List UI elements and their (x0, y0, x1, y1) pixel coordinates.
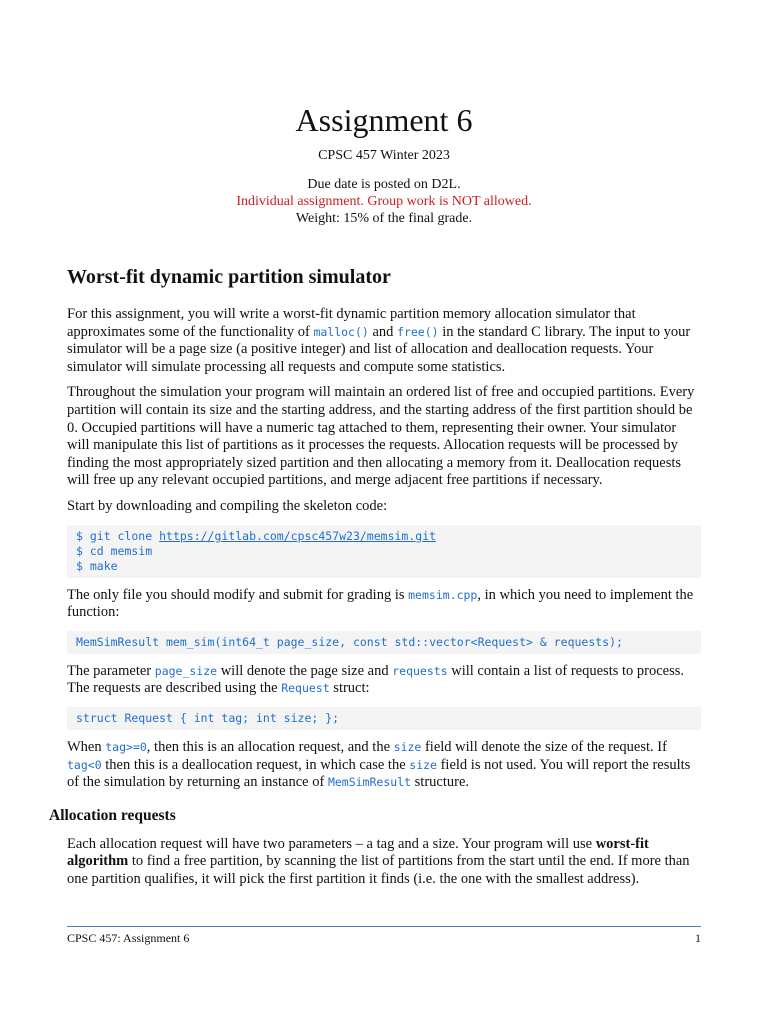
bold-text: worst-fit algorithm (67, 835, 649, 870)
title-block (0, 100, 768, 227)
text-run: field is not used. You will report the results of the simulation by returning an instance of (67, 756, 691, 791)
parameters-paragraph (67, 663, 701, 698)
inline-code-free: free() (397, 324, 439, 339)
text-run: , in which you need to implement the function: (67, 586, 694, 621)
repo-link[interactable]: https://gitlab.com/cpsc457w23/memsim.git (159, 528, 437, 543)
text-run: The parameter (67, 662, 155, 679)
text-run: structure. (411, 774, 470, 791)
text-run: and (368, 323, 398, 340)
page-footer (67, 930, 701, 946)
footer-divider (67, 926, 701, 927)
text-run: The only file you should modify and submit for grading is (67, 586, 409, 603)
inline-code-memsim: memsim.cpp (408, 587, 478, 602)
inline-code-memsimresult: MemSimResult (327, 775, 412, 790)
inline-code-size: size (409, 757, 437, 772)
footer-label: CPSC 457: Assignment 6 (67, 931, 190, 945)
section-heading: Worst-fit dynamic partition simulator (67, 266, 391, 288)
partitions-paragraph: Throughout the simulation your program will maintain an ordered list of free and occupied partitions. Every partition will contain its size and the starting address, and the starting address of the first partition should be 0. Occupied partitions will have a numeric tag attached to them, representing their owner. Your simulator will manipulate this list of partitions as it processes the requests. Allocation requests will be processed by finding the most appropriately sized partition and then allocating a memory from it. Deallocation requests will free up any relevant occupied partitions, and merge adjacent free partitions if necessary. (67, 384, 695, 489)
inline-code-size: size (393, 739, 422, 754)
modify-file-paragraph (67, 587, 701, 622)
text-run: then this is a deallocation request, in which case the (101, 756, 410, 773)
text-run: will denote the page size and (217, 662, 393, 679)
inline-code-tag-neg: tag<0 (67, 757, 102, 772)
main-content (49, 264, 701, 888)
text-run: When (67, 738, 106, 755)
inline-code-page-size: page_size (154, 663, 218, 678)
intro-paragraph (67, 306, 701, 376)
individual-assignment-notice: Individual assignment. Group work is NOT allowed. (236, 194, 532, 209)
subsection-heading: Allocation requests (49, 806, 176, 824)
inline-code-tag-nonneg: tag>=0 (105, 739, 147, 754)
weight-note: Weight: 15% of the final grade. (295, 211, 473, 226)
text-run: in the standard C library. The input to your simulator will be a page size (a positive integer) and list of allocation and deallocation requests. Your simulator will simulate processing all requests and compute some statistics. (67, 323, 691, 375)
due-date-note: Due date is posted on D2L. (307, 177, 461, 192)
download-instructions: Start by downloading and compiling the skeleton code: (67, 497, 388, 514)
inline-code-requests: requests (392, 663, 448, 678)
shell-commands-block (67, 525, 701, 578)
allocation-paragraph (67, 836, 701, 889)
course-name: CPSC 457 Winter 2023 (318, 148, 450, 163)
inline-code-request: Request (281, 681, 330, 696)
code-text: $ git clone (76, 528, 160, 543)
text-run: For this assignment, you will write a worst-fit dynamic partition memory allocation simulator that approximates some of the functionality of (67, 306, 636, 340)
tag-semantics-paragraph (67, 739, 701, 792)
text-run: field will denote the size of the request. If (421, 738, 667, 755)
page-title: Assignment 6 (295, 102, 473, 138)
text-run: , then this is an allocation request, and the (146, 738, 394, 755)
text-run: Each allocation request will have two parameters – a tag and a size. Your program will use (67, 835, 596, 852)
text-run: will contain a list of requests to process. The requests are described using the (67, 662, 685, 697)
function-signature-block: MemSimResult mem_sim(int64_t page_size, const std::vector<Request> & requests); (67, 631, 701, 654)
code-line: $ cd memsim (76, 543, 153, 558)
struct-definition-block: struct Request { int tag; int size; }; (67, 707, 701, 730)
code-line (76, 529, 692, 544)
text-run: struct: (329, 680, 370, 697)
code-line: $ make (76, 558, 118, 573)
page-number: 1 (695, 931, 701, 945)
text-run: to find a free partition, by scanning the list of partitions from the start until the end. If more than one partition qualifies, it will pick the first partition it finds (i.e. the one with the smallest address). (67, 853, 690, 887)
inline-code-malloc: malloc() (313, 324, 369, 339)
